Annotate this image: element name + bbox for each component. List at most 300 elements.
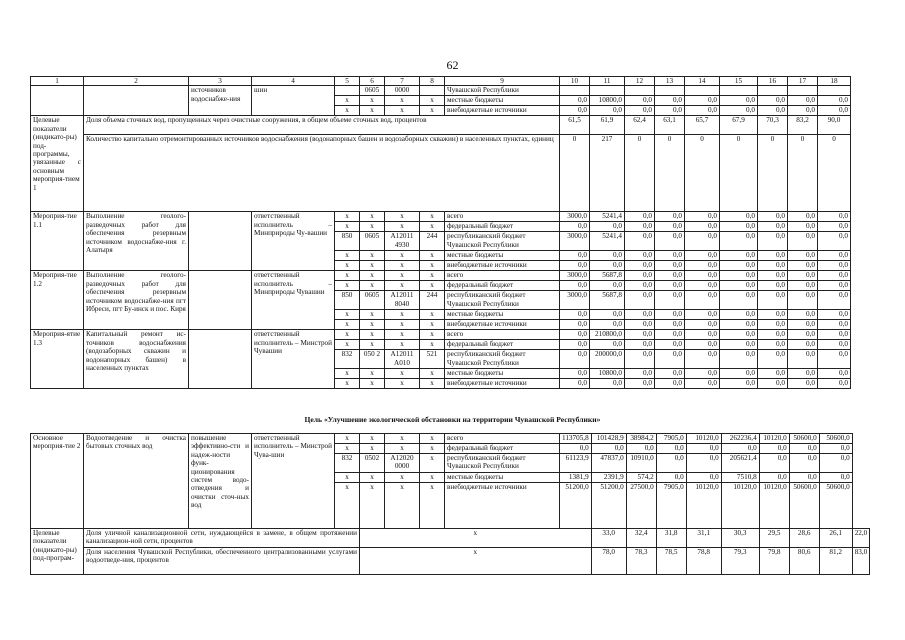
value-cell: 0,0 bbox=[789, 454, 819, 473]
value-cell bbox=[590, 86, 625, 96]
grbs-cell: x bbox=[335, 281, 360, 291]
funding-source-cell: всего bbox=[445, 271, 560, 281]
value-cell: 0,0 bbox=[788, 261, 818, 271]
program-table-top bbox=[30, 76, 851, 389]
value-cell: 7905,0 bbox=[656, 434, 686, 444]
indicator-value: 62,4 bbox=[625, 116, 655, 135]
value-cell: 0,0 bbox=[758, 106, 788, 116]
value-cell: 0,0 bbox=[818, 96, 851, 106]
section-cell: x bbox=[360, 444, 385, 454]
value-cell: 10800,0 bbox=[590, 369, 625, 379]
indicator-value: 83,2 bbox=[788, 116, 818, 135]
grbs-cell: x bbox=[335, 212, 360, 222]
value-cell: 0,0 bbox=[758, 350, 788, 369]
indicator-value: 67,9 bbox=[720, 116, 758, 135]
indicator-value: 90,0 bbox=[818, 116, 851, 135]
value-cell: 0,0 bbox=[656, 473, 686, 483]
value-cell: 7905,0 bbox=[656, 483, 686, 529]
value-cell bbox=[788, 86, 818, 96]
target-article-cell: x bbox=[385, 483, 420, 529]
value-cell: 0,0 bbox=[720, 96, 758, 106]
indicator-row bbox=[31, 548, 870, 575]
value-cell: 0,0 bbox=[788, 320, 818, 330]
indicator-row bbox=[31, 135, 851, 212]
expense-group-cell: x bbox=[420, 281, 445, 291]
value-cell: 3000,0 bbox=[560, 212, 590, 222]
expense-group-cell: 244 bbox=[420, 291, 445, 310]
value-cell: 574,2 bbox=[626, 473, 656, 483]
section-cell: x bbox=[360, 212, 385, 222]
value-cell: 0,0 bbox=[788, 310, 818, 320]
value-cell: 0,0 bbox=[655, 340, 685, 350]
funding-source-cell: внебюджетные источники bbox=[445, 106, 560, 116]
grbs-cell: x bbox=[335, 340, 360, 350]
value-cell: 0,0 bbox=[686, 454, 721, 473]
value-cell: 0,0 bbox=[590, 340, 625, 350]
column-number: 7 bbox=[385, 77, 420, 86]
value-cell: 0,0 bbox=[788, 330, 818, 340]
expense-group-cell: x bbox=[420, 310, 445, 320]
value-cell: 0,0 bbox=[818, 340, 851, 350]
value-cell bbox=[720, 86, 758, 96]
value-cell: 0,0 bbox=[685, 350, 720, 369]
indicator-value: 78,8 bbox=[686, 548, 721, 575]
grbs-cell: 850 bbox=[335, 291, 360, 310]
value-cell: 0,0 bbox=[656, 444, 686, 454]
value-cell: 0,0 bbox=[625, 232, 655, 251]
value-cell: 0,0 bbox=[560, 251, 590, 261]
value-cell: 7510,8 bbox=[721, 473, 759, 483]
funding-source-cell: местные бюджеты bbox=[445, 310, 560, 320]
funding-source-cell: всего bbox=[445, 434, 560, 444]
column-number: 18 bbox=[818, 77, 851, 86]
grbs-cell: x bbox=[335, 434, 360, 444]
section-cell: x bbox=[360, 369, 385, 379]
value-cell: 0,0 bbox=[758, 222, 788, 232]
indicator-value: 61,9 bbox=[590, 116, 625, 135]
value-cell: 0,0 bbox=[720, 291, 758, 310]
value-cell: 0,0 bbox=[818, 350, 851, 369]
section-cell: 0605 bbox=[360, 291, 385, 310]
funding-source-cell: федеральный бюджет bbox=[445, 444, 560, 454]
funding-source-cell: местные бюджеты bbox=[445, 369, 560, 379]
value-cell: 5687,8 bbox=[590, 291, 625, 310]
target-article-cell: А12011 4930 bbox=[385, 232, 420, 251]
value-cell: 0,0 bbox=[560, 310, 590, 320]
value-cell: 10120,0 bbox=[721, 483, 759, 529]
value-cell: 3000,0 bbox=[560, 291, 590, 310]
funding-source-cell: Чувашской Республики bbox=[445, 86, 560, 96]
measure-label: Основное мероприя-тие 2 bbox=[31, 434, 84, 529]
grbs-cell: x bbox=[335, 222, 360, 232]
section-cell: x bbox=[360, 434, 385, 444]
target-article-cell: x bbox=[385, 261, 420, 271]
measure-label: Мероприя-ятие 1.3 bbox=[31, 330, 84, 389]
value-cell: 0,0 bbox=[758, 251, 788, 261]
value-cell: 0,0 bbox=[818, 222, 851, 232]
expected-result bbox=[189, 271, 252, 330]
value-cell: 0,0 bbox=[655, 330, 685, 340]
section-cell: x bbox=[360, 281, 385, 291]
section-cell: 0605 bbox=[360, 232, 385, 251]
value-cell: 0,0 bbox=[788, 350, 818, 369]
target-article-cell: А12011 8040 bbox=[385, 291, 420, 310]
value-cell: 113705,8 bbox=[560, 434, 592, 444]
indicator-value: 83,0 bbox=[852, 548, 870, 575]
indicator-value: 0 bbox=[655, 135, 685, 212]
expense-group-cell: 521 bbox=[420, 350, 445, 369]
value-cell: 47837,0 bbox=[591, 454, 626, 473]
value-cell: 0,0 bbox=[818, 281, 851, 291]
indicator-value: 0 bbox=[788, 135, 818, 212]
value-cell: 0,0 bbox=[788, 232, 818, 251]
value-cell: 0,0 bbox=[720, 261, 758, 271]
value-cell: 0,0 bbox=[758, 379, 788, 389]
value-cell: 0,0 bbox=[655, 96, 685, 106]
section-cell: 0605 bbox=[360, 86, 385, 96]
value-cell: 0,0 bbox=[720, 271, 758, 281]
grbs-cell: 832 bbox=[335, 454, 360, 473]
value-cell: 0,0 bbox=[685, 369, 720, 379]
funding-source-cell: внебюджетные источники bbox=[445, 320, 560, 330]
expense-group-cell: x bbox=[420, 251, 445, 261]
value-cell: 0,0 bbox=[625, 106, 655, 116]
section-cell: x bbox=[360, 271, 385, 281]
expense-group-cell: x bbox=[420, 261, 445, 271]
value-cell: 0,0 bbox=[590, 106, 625, 116]
target-article-cell: x bbox=[385, 96, 420, 106]
value-cell: 0,0 bbox=[758, 96, 788, 106]
value-cell: 0,0 bbox=[625, 350, 655, 369]
value-cell: 0,0 bbox=[686, 473, 721, 483]
value-cell: 0,0 bbox=[788, 222, 818, 232]
target-article-cell: x bbox=[385, 320, 420, 330]
value-cell: 0,0 bbox=[560, 222, 590, 232]
value-cell: 50600,0 bbox=[789, 434, 819, 444]
column-number: 14 bbox=[685, 77, 720, 86]
value-cell: 0,0 bbox=[591, 444, 626, 454]
value-cell: 0,0 bbox=[818, 379, 851, 389]
value-cell: 0,0 bbox=[560, 281, 590, 291]
value-cell: 0,0 bbox=[788, 212, 818, 222]
measure-description: Водоотведение и очистка бытовых сточных вод bbox=[84, 434, 189, 529]
value-cell: 0,0 bbox=[590, 222, 625, 232]
column-number: 3 bbox=[189, 77, 252, 86]
target-article-cell: x bbox=[385, 310, 420, 320]
value-cell: 0,0 bbox=[685, 320, 720, 330]
indicator-marker: x bbox=[360, 548, 592, 575]
value-cell: 0,0 bbox=[560, 330, 590, 340]
grbs-cell: x bbox=[335, 310, 360, 320]
section-cell: 0502 bbox=[360, 454, 385, 473]
value-cell: 0,0 bbox=[685, 379, 720, 389]
value-cell: 0,0 bbox=[758, 212, 788, 222]
section-cell: x bbox=[360, 96, 385, 106]
value-cell: 0,0 bbox=[685, 222, 720, 232]
responsible-executor: ответственный исполнитель – Минстрой Чува-шии bbox=[252, 434, 335, 529]
indicator-value: 79,8 bbox=[759, 548, 789, 575]
value-cell: 0,0 bbox=[560, 369, 590, 379]
target-article-cell: x bbox=[385, 444, 420, 454]
indicator-value: 78,3 bbox=[626, 548, 656, 575]
funding-source-cell: внебюджетные источники bbox=[445, 261, 560, 271]
expense-group-cell: x bbox=[420, 106, 445, 116]
target-article-cell: А12020 0000 bbox=[385, 454, 420, 473]
value-cell: 0,0 bbox=[788, 281, 818, 291]
expected-result: источников водоснабже-ния bbox=[189, 86, 252, 116]
column-number: 1 bbox=[31, 77, 84, 86]
indicator-value: 63,1 bbox=[655, 116, 685, 135]
value-cell: 50600,0 bbox=[789, 483, 819, 529]
value-cell: 0,0 bbox=[625, 271, 655, 281]
expected-result bbox=[189, 212, 252, 271]
value-cell: 10800,0 bbox=[590, 96, 625, 106]
value-cell bbox=[625, 86, 655, 96]
grbs-cell: x bbox=[335, 96, 360, 106]
value-cell: 0,0 bbox=[720, 350, 758, 369]
value-cell: 0,0 bbox=[818, 310, 851, 320]
value-cell: 0,0 bbox=[625, 222, 655, 232]
indicator-value: 28,6 bbox=[789, 529, 819, 548]
funding-source-cell: местные бюджеты bbox=[445, 251, 560, 261]
indicator-value: 0 bbox=[560, 135, 590, 212]
target-article-cell: x bbox=[385, 271, 420, 281]
value-cell: 0,0 bbox=[720, 212, 758, 222]
value-cell: 0,0 bbox=[788, 96, 818, 106]
value-cell: 0,0 bbox=[655, 320, 685, 330]
indicator-value: 0 bbox=[625, 135, 655, 212]
value-cell: 0,0 bbox=[625, 330, 655, 340]
value-cell bbox=[758, 86, 788, 96]
value-cell: 0,0 bbox=[685, 212, 720, 222]
value-cell: 0,0 bbox=[560, 96, 590, 106]
target-article-cell: x bbox=[385, 340, 420, 350]
value-cell: 0,0 bbox=[655, 106, 685, 116]
expense-group-cell: x bbox=[420, 320, 445, 330]
funding-source-cell: всего bbox=[445, 330, 560, 340]
grbs-cell: 850 bbox=[335, 232, 360, 251]
value-cell: 0,0 bbox=[720, 106, 758, 116]
column-number: 13 bbox=[655, 77, 685, 86]
section-cell: x bbox=[360, 473, 385, 483]
indicator-value: 80,6 bbox=[789, 548, 819, 575]
expense-group-cell bbox=[420, 86, 445, 96]
column-number: 2 bbox=[84, 77, 189, 86]
value-cell: 0,0 bbox=[818, 369, 851, 379]
value-cell: 0,0 bbox=[720, 251, 758, 261]
funding-source-cell: местные бюджеты bbox=[445, 96, 560, 106]
column-number: 4 bbox=[252, 77, 335, 86]
funding-source-cell: республиканский бюджет Чувашской Республики bbox=[445, 232, 560, 251]
indicator-value: 32,4 bbox=[626, 529, 656, 548]
value-cell: 0,0 bbox=[759, 454, 789, 473]
indicator-value: 217 bbox=[590, 135, 625, 212]
value-cell: 10910,0 bbox=[626, 454, 656, 473]
value-cell: 0,0 bbox=[625, 379, 655, 389]
value-cell: 0,0 bbox=[685, 106, 720, 116]
value-cell: 0,0 bbox=[560, 350, 590, 369]
value-cell: 0,0 bbox=[720, 340, 758, 350]
column-number: 10 bbox=[560, 77, 590, 86]
value-cell: 0,0 bbox=[625, 291, 655, 310]
value-cell: 0,0 bbox=[685, 310, 720, 320]
measure-description bbox=[84, 86, 189, 116]
value-cell: 0,0 bbox=[788, 251, 818, 261]
value-cell: 0,0 bbox=[655, 222, 685, 232]
target-article-cell: x bbox=[385, 379, 420, 389]
funding-source-cell: республиканский бюджет Чувашской Республики bbox=[445, 350, 560, 369]
grbs-cell: x bbox=[335, 330, 360, 340]
column-numbers-row bbox=[31, 77, 851, 86]
expense-group-cell: 244 bbox=[420, 232, 445, 251]
value-cell: 5687,8 bbox=[590, 271, 625, 281]
funding-source-cell: внебюджетные источники bbox=[445, 483, 560, 529]
indicator-value: 29,5 bbox=[759, 529, 789, 548]
value-cell: 0,0 bbox=[818, 271, 851, 281]
indicator-name: Количество капитально отремонтированных источников водоснабжения (водонапорных башен и водозаборных скважин) в населенных пунктах, единиц bbox=[84, 135, 560, 212]
value-cell: 0,0 bbox=[818, 251, 851, 261]
indicator-value: 26,1 bbox=[819, 529, 852, 548]
section-cell: 050 2 bbox=[360, 350, 385, 369]
value-cell: 0,0 bbox=[818, 212, 851, 222]
value-cell: 0,0 bbox=[720, 232, 758, 251]
grbs-cell: x bbox=[335, 106, 360, 116]
grbs-cell bbox=[335, 86, 360, 96]
column-number: 16 bbox=[758, 77, 788, 86]
column-number: 5 bbox=[335, 77, 360, 86]
indicator-name: Доля объема сточных вод, пропущенных через очистные сооружения, в общем объеме сточных вод, процентов bbox=[84, 116, 560, 135]
expense-group-cell: x bbox=[420, 483, 445, 529]
value-cell: 51200,0 bbox=[591, 483, 626, 529]
value-cell: 0,0 bbox=[655, 212, 685, 222]
value-cell: 0,0 bbox=[560, 340, 590, 350]
target-article-cell: А12011 А010 bbox=[385, 350, 420, 369]
value-cell: 262236,4 bbox=[721, 434, 759, 444]
value-cell: 0,0 bbox=[625, 369, 655, 379]
grbs-cell: x bbox=[335, 379, 360, 389]
indicator-value: 31,8 bbox=[656, 529, 686, 548]
indicator-name: Доля населения Чувашской Республики, обеспеченного централизованными услугами водоотведе-ния, процентов bbox=[84, 548, 360, 575]
value-cell bbox=[560, 86, 590, 96]
value-cell: 0,0 bbox=[590, 320, 625, 330]
indicator-value: 30,3 bbox=[721, 529, 759, 548]
expense-group-cell: x bbox=[420, 473, 445, 483]
funding-source-cell: федеральный бюджет bbox=[445, 222, 560, 232]
value-cell: 205621,4 bbox=[721, 454, 759, 473]
value-cell: 0,0 bbox=[560, 320, 590, 330]
value-cell: 50600,0 bbox=[819, 434, 852, 444]
target-article-cell: x bbox=[385, 369, 420, 379]
value-cell: 0,0 bbox=[720, 379, 758, 389]
column-number: 17 bbox=[788, 77, 818, 86]
value-cell: 10120,0 bbox=[759, 434, 789, 444]
value-cell: 5241,4 bbox=[590, 212, 625, 222]
grbs-cell: x bbox=[335, 369, 360, 379]
value-cell: 0,0 bbox=[758, 340, 788, 350]
expense-group-cell: x bbox=[420, 271, 445, 281]
value-cell: 0,0 bbox=[655, 369, 685, 379]
page-number: 62 bbox=[446, 58, 459, 72]
value-cell: 0,0 bbox=[758, 261, 788, 271]
indicator-value: 78,5 bbox=[656, 548, 686, 575]
value-cell: 0,0 bbox=[560, 261, 590, 271]
indicator-value: 33,0 bbox=[591, 529, 626, 548]
value-cell: 0,0 bbox=[818, 261, 851, 271]
value-cell: 51200,0 bbox=[560, 483, 592, 529]
expected-result: повышение эффективно-сти и надеж-ности функ-ционирования систем водо-отведения и очистки сточ-ных вод bbox=[189, 434, 252, 529]
measure-label: Мероприя-тие 1.2 bbox=[31, 271, 84, 330]
measure-description: Выполнение геолого-разведочных работ для обеспечения резервным источником водоснабже-ния г. Алатыря bbox=[84, 212, 189, 271]
value-cell: 0,0 bbox=[656, 454, 686, 473]
responsible-executor: ответственный исполнитель – Минприроды Чу-вашии bbox=[252, 212, 335, 271]
program-table-bottom bbox=[30, 433, 870, 575]
value-cell: 0,0 bbox=[819, 444, 852, 454]
target-article-cell: x bbox=[385, 212, 420, 222]
funding-source-cell: внебюджетные источники bbox=[445, 379, 560, 389]
value-cell: 0,0 bbox=[686, 444, 721, 454]
value-cell: 0,0 bbox=[788, 271, 818, 281]
section-cell: x bbox=[360, 222, 385, 232]
measure-label: Мероприя-тие 1.1 bbox=[31, 212, 84, 271]
value-cell: 0,0 bbox=[758, 281, 788, 291]
responsible-executor: ответственный исполнитель – Минприроды Чувашии bbox=[252, 271, 335, 330]
value-cell: 0,0 bbox=[720, 222, 758, 232]
grbs-cell: 832 bbox=[335, 350, 360, 369]
value-cell: 1381,9 bbox=[560, 473, 592, 483]
funding-source-cell: всего bbox=[445, 212, 560, 222]
value-cell: 0,0 bbox=[685, 271, 720, 281]
target-article-cell: 0000 bbox=[385, 86, 420, 96]
target-article-cell: x bbox=[385, 222, 420, 232]
expense-group-cell: x bbox=[420, 330, 445, 340]
value-cell: 0,0 bbox=[590, 281, 625, 291]
grbs-cell: x bbox=[335, 261, 360, 271]
value-cell: 0,0 bbox=[720, 281, 758, 291]
value-cell: 0,0 bbox=[789, 444, 819, 454]
value-cell: 0,0 bbox=[590, 310, 625, 320]
funding-source-cell: федеральный бюджет bbox=[445, 281, 560, 291]
value-cell: 0,0 bbox=[655, 271, 685, 281]
indicator-row bbox=[31, 116, 851, 135]
value-cell: 0,0 bbox=[818, 330, 851, 340]
value-cell: 0,0 bbox=[818, 291, 851, 310]
value-cell: 3000,0 bbox=[560, 232, 590, 251]
section-cell: x bbox=[360, 483, 385, 529]
value-cell: 0,0 bbox=[685, 251, 720, 261]
indicators-label: Целевые показатели (индикато-ры) под-программы, увязанные с основным мероприя-тием 1 bbox=[31, 116, 84, 212]
value-cell: 0,0 bbox=[721, 444, 759, 454]
value-cell: 0,0 bbox=[590, 379, 625, 389]
value-cell: 0,0 bbox=[758, 310, 788, 320]
table-row bbox=[31, 271, 851, 281]
value-cell: 0,0 bbox=[685, 281, 720, 291]
value-cell: 0,0 bbox=[560, 379, 590, 389]
grbs-cell: x bbox=[335, 251, 360, 261]
expected-result bbox=[189, 330, 252, 389]
value-cell: 0,0 bbox=[655, 310, 685, 320]
target-article-cell: x bbox=[385, 473, 420, 483]
section-cell: x bbox=[360, 340, 385, 350]
value-cell: 0,0 bbox=[625, 281, 655, 291]
value-cell bbox=[685, 86, 720, 96]
value-cell: 0,0 bbox=[819, 454, 852, 473]
responsible-executor: ответственный исполнитель – Минстрой Чувашии bbox=[252, 330, 335, 389]
value-cell: 0,0 bbox=[720, 310, 758, 320]
value-cell: 0,0 bbox=[789, 473, 819, 483]
value-cell: 0,0 bbox=[759, 473, 789, 483]
value-cell: 0,0 bbox=[788, 379, 818, 389]
indicator-value: 0 bbox=[720, 135, 758, 212]
